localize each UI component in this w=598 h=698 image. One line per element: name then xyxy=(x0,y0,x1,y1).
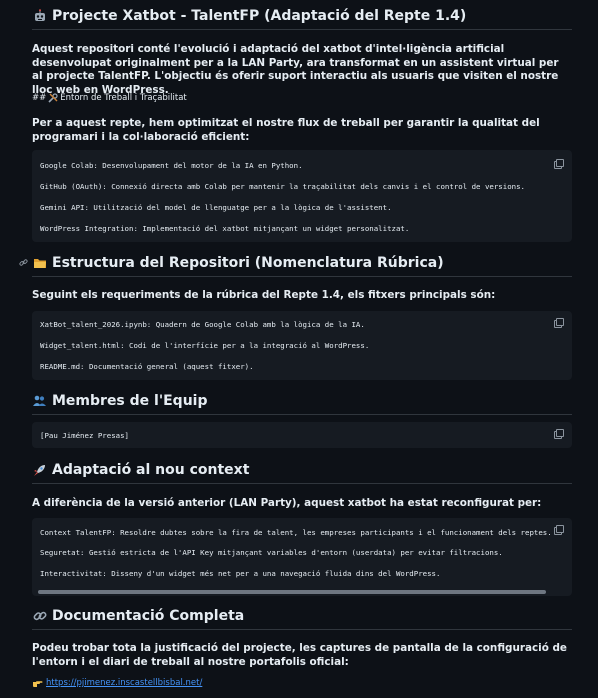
entorn-intro: Per a aquest repte, hem optimitzat el nostre flux de treball per garantir la qualitat del programari i la col·laboració eficient: xyxy=(32,117,540,143)
section-heading-estructura: Estructura del Repositori (Nomenclatura Rúbrica) xyxy=(32,255,572,277)
code-line: [Pau Jiménez Presas] xyxy=(40,431,129,440)
code-line: README.md: Documentació general (aquest fitxer). xyxy=(40,362,254,371)
code-line: Gemini API: Utilització del model de llenguatge per a la lògica de l'assistent. xyxy=(40,203,392,212)
adaptacio-code-block xyxy=(32,518,572,596)
portfolio-link[interactable]: https://pjimenez.inscastellbisbal.net/ xyxy=(46,678,203,688)
code-line: Widget_talent.html: Codi de l'interfície per a la integració al WordPress. xyxy=(40,341,370,350)
entorn-code-block xyxy=(32,150,572,242)
link-icon xyxy=(32,609,47,624)
code-line: XatBot_talent_2026.ipynb: Quadern de Google Colab amb la lògica de la IA. xyxy=(40,320,365,329)
adaptacio-intro: A diferència de la versió anterior (LAN Party), aquest xatbot ha estat reconfigurat per: xyxy=(32,497,542,509)
intro-paragraph: Aquest repositori conté l'evolució i adaptació del xatbot d'intel·ligència artificial desenvolupat originalment per a la LAN Party, ara transformat en un assistent virtual per al projecte TalentFP. L'objectiu és oferir suport interactiu als usuaris que visiten el nostre lloc web en WordPress. xyxy=(32,43,559,96)
entorn-heading: ## Entorn de Treball i Traçabilitat xyxy=(32,93,187,103)
estructura-intro: Seguint els requeriments de la rúbrica del Repte 1.4, els fitxers principals són: xyxy=(32,289,496,301)
code-line: GitHub (OAuth): Connexió directa amb Colab per mantenir la traçabilitat dels canvis i el control de versions. xyxy=(40,182,525,191)
copy-icon[interactable] xyxy=(554,159,563,168)
folder-icon xyxy=(32,256,47,271)
portfolio-link-row xyxy=(32,678,202,688)
membres-code-block xyxy=(32,422,572,448)
page-title: Projecte Xatbot - TalentFP (Adaptació del Repte 1.4) xyxy=(32,8,572,30)
section-heading-documentacio: Documentació Completa xyxy=(32,608,572,630)
code-line: Interactivitat: Disseny d'un widget més net per a una navegació fluida dins del WordPress. xyxy=(40,569,441,578)
copy-icon[interactable] xyxy=(554,525,563,534)
documentacio-intro: Podeu trobar tota la justificació del projecte, les captures de pantalla de la configuració de l'entorn i el diari de treball al nostre portafolis oficial: xyxy=(32,642,567,668)
horizontal-scrollbar[interactable] xyxy=(38,590,546,594)
code-line: Context TalentFP: Resoldre dubtes sobre la fira de talent, les empreses participants i el funcionament dels reptes. xyxy=(40,528,552,537)
estructura-code-block xyxy=(32,311,572,380)
people-icon xyxy=(32,394,47,409)
robot-icon xyxy=(32,9,47,24)
copy-icon[interactable] xyxy=(554,429,563,438)
code-line: Seguretat: Gestió estricta de l'API Key mitjançant variables d'entorn (userdata) per evitar filtracions. xyxy=(40,548,503,557)
tools-icon xyxy=(48,93,58,103)
pointing-hand-icon xyxy=(32,678,43,688)
code-line: WordPress Integration: Implementació del xatbot mitjançant un widget personalitzat. xyxy=(40,224,410,233)
section-heading-adaptacio: Adaptació al nou context xyxy=(32,462,572,484)
code-line: Google Colab: Desenvolupament del motor de la IA en Python. xyxy=(40,161,303,170)
copy-icon[interactable] xyxy=(554,318,563,327)
rocket-icon xyxy=(32,463,47,478)
section-heading-membres: Membres de l'Equip xyxy=(32,393,572,415)
anchor-link-icon[interactable] xyxy=(19,258,28,270)
